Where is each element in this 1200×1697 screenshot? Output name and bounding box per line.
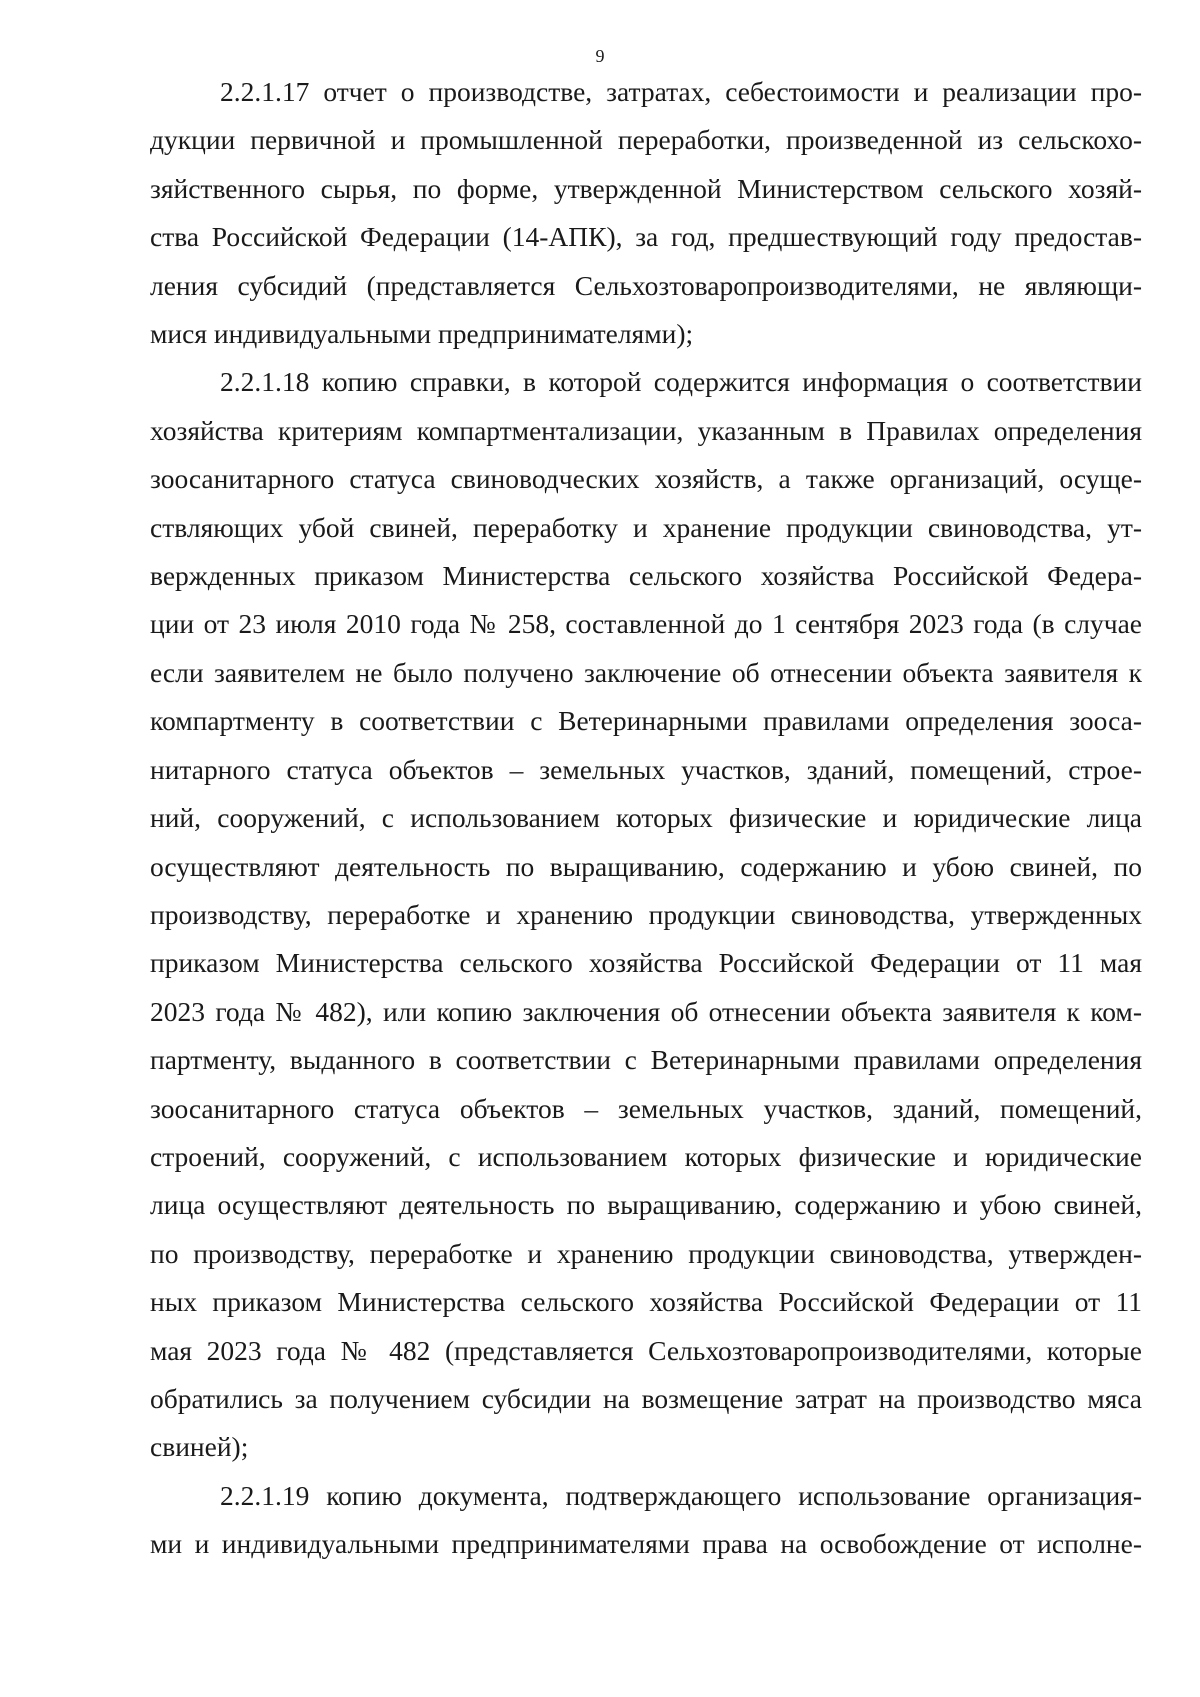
- text-line: обратились за получением субсидии на возмещение затрат на производство мяса: [150, 1382, 1142, 1414]
- page-number: 9: [595, 46, 605, 66]
- text-line: ствляющих убой свиней, переработку и хранение продукции свиноводства, ут-: [150, 511, 1142, 543]
- text-line: ми и индивидуальными предпринимателями права на освобождение от исполне-: [150, 1528, 1142, 1560]
- text-line: 2023 года № 482), или копию заключения об отнесении объекта заявителя к ком-: [150, 995, 1142, 1027]
- text-line: ства Российской Федерации (14-АПК), за год, предшествующий году предостав-: [150, 221, 1142, 253]
- text-line: хозяйства критериям компартментализации, указанным в Правилах определения: [150, 414, 1142, 446]
- text-line: нитарного статуса объектов – земельных участков, зданий, помещений, строе-: [150, 753, 1142, 785]
- text-line: зоосанитарного статуса объектов – земельных участков, зданий, помещений,: [150, 1092, 1142, 1124]
- text-line: 2.2.1.17 отчет о производстве, затратах, себестоимости и реализации про-: [220, 76, 1142, 107]
- text-line: ний, сооружений, с использованием которых физические и юридические лица: [150, 802, 1142, 834]
- paragraph-2-2-1-19: [150, 1472, 1142, 1569]
- text-line: производству, переработке и хранению продукции свиноводства, утвержденных: [150, 898, 1142, 930]
- paragraph-2-2-1-18: [150, 358, 1142, 1471]
- text-line: ления субсидий (представляется Сельхозтоваропроизводителями, не являющи-: [150, 269, 1142, 301]
- text-line: вержденных приказом Министерства сельского хозяйства Российской Федера-: [150, 560, 1142, 592]
- text-line: компартменту в соответствии с Ветеринарными правилами определения зооса-: [150, 705, 1142, 737]
- document-body: [150, 68, 1142, 1569]
- text-line: ных приказом Министерства сельского хозяйства Российской Федерации от 11: [150, 1286, 1142, 1318]
- text-line: по производству, переработке и хранению продукции свиноводства, утвержден-: [150, 1237, 1142, 1269]
- paragraph-2-2-1-17: [150, 68, 1142, 358]
- text-line: 2.2.1.19 копию документа, подтверждающего использование организация-: [220, 1479, 1142, 1511]
- text-line: если заявителем не было получено заключение об отнесении объекта заявителя к: [150, 656, 1142, 688]
- text-line: лица осуществляют деятельность по выращиванию, содержанию и убою свиней,: [150, 1189, 1142, 1221]
- text-line: свиней);: [150, 1431, 249, 1463]
- text-line: мися индивидуальными предпринимателями);: [150, 318, 694, 350]
- text-line: зоосанитарного статуса свиноводческих хозяйств, а также организаций, осуще-: [150, 463, 1142, 495]
- text-line: дукции первичной и промышленной переработки, произведенной из сельскохо-: [150, 124, 1142, 156]
- text-line: 2.2.1.18 копию справки, в которой содержится информация о соответствии: [220, 366, 1142, 398]
- text-line: партменту, выданного в соответствии с Ветеринарными правилами определения: [150, 1044, 1142, 1076]
- text-line: осуществляют деятельность по выращиванию, содержанию и убою свиней, по: [150, 850, 1142, 882]
- text-line: мая 2023 года № 482 (представляется Сельхозтоваропроизводителями, которые: [150, 1334, 1142, 1366]
- text-line: ции от 23 июля 2010 года № 258, составленной до 1 сентября 2023 года (в случае: [150, 608, 1142, 640]
- text-line: строений, сооружений, с использованием которых физические и юридические: [150, 1140, 1142, 1172]
- text-line: зяйственного сырья, по форме, утвержденной Министерством сельского хозяй-: [150, 172, 1142, 204]
- text-line: приказом Министерства сельского хозяйства Российской Федерации от 11 мая: [150, 947, 1142, 979]
